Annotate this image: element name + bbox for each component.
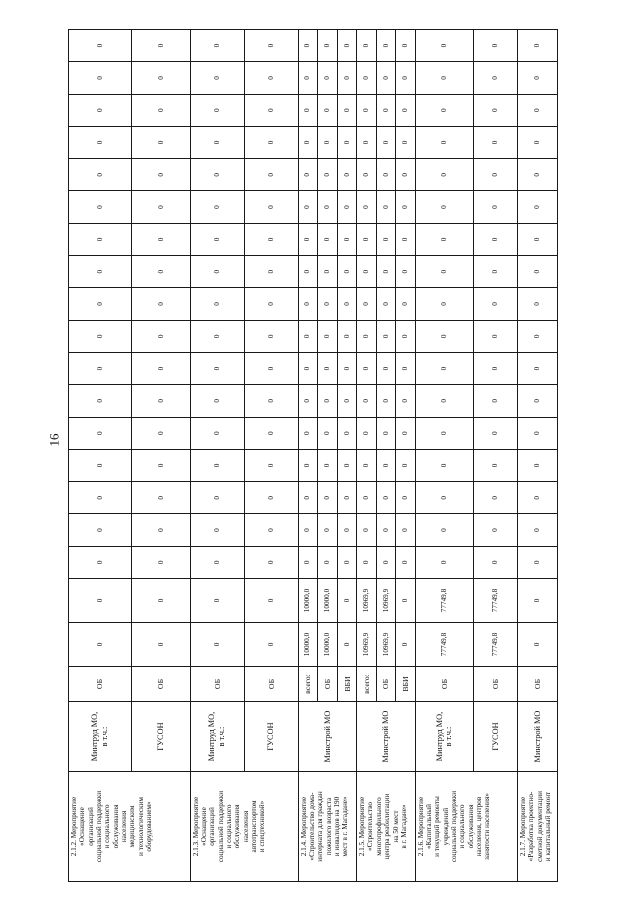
value-cell: 0 — [317, 223, 337, 255]
executor-cell: ГУСОН — [474, 702, 518, 772]
value-cell: 0 — [132, 256, 191, 288]
value-cell: 0 — [357, 546, 377, 578]
value-cell: 0 — [244, 256, 298, 288]
value-cell: 0 — [396, 417, 416, 449]
value-cell: 0 — [298, 256, 317, 288]
value-cell: 77749,8 — [415, 623, 474, 667]
value-cell: 0 — [415, 385, 474, 417]
value-cell: 0 — [376, 288, 396, 320]
value-cell: 0 — [474, 288, 518, 320]
executor-cell: ГУСОН — [132, 702, 191, 772]
value-cell: 0 — [338, 546, 357, 578]
value-cell: 0 — [415, 94, 474, 126]
value-cell: 0 — [518, 449, 558, 481]
value-cell: 0 — [396, 385, 416, 417]
event-name-cell: 2.1.5. Мероприятие «Строительство многопрофильного центра реабилитации на 50 мест в г. Магадане» — [357, 772, 416, 882]
funding-source-cell: ВБИ — [338, 667, 357, 702]
value-cell: 0 — [415, 191, 474, 223]
value-cell: 0 — [317, 159, 337, 191]
value-cell: 0 — [244, 514, 298, 546]
value-cell: 0 — [69, 62, 132, 94]
value-cell: 0 — [396, 191, 416, 223]
value-cell: 0 — [69, 29, 132, 61]
value-cell: 0 — [518, 94, 558, 126]
value-cell: 0 — [298, 514, 317, 546]
value-cell: 0 — [474, 159, 518, 191]
value-cell: 0 — [518, 223, 558, 255]
value-cell: 0 — [396, 546, 416, 578]
value-cell: 0 — [396, 514, 416, 546]
value-cell: 77749,8 — [474, 623, 518, 667]
value-cell: 0 — [132, 623, 191, 667]
value-cell: 0 — [69, 579, 132, 623]
value-cell: 0 — [244, 62, 298, 94]
value-cell: 0 — [317, 191, 337, 223]
value-cell: 0 — [298, 352, 317, 384]
value-cell: 0 — [357, 62, 377, 94]
value-cell: 0 — [357, 126, 377, 158]
value-cell: 0 — [415, 288, 474, 320]
value-cell: 0 — [518, 385, 558, 417]
value-cell: 0 — [317, 62, 337, 94]
value-cell: 0 — [69, 256, 132, 288]
value-cell: 0 — [357, 223, 377, 255]
value-cell: 0 — [338, 94, 357, 126]
value-cell: 0 — [338, 159, 357, 191]
value-cell: 0 — [396, 94, 416, 126]
value-cell: 0 — [474, 94, 518, 126]
value-cell: 0 — [298, 288, 317, 320]
funding-source-cell: ОБ — [244, 667, 298, 702]
value-cell: 0 — [317, 482, 337, 514]
value-cell: 0 — [298, 546, 317, 578]
value-cell: 0 — [298, 223, 317, 255]
value-cell: 10969,9 — [376, 579, 396, 623]
value-cell: 0 — [298, 94, 317, 126]
value-cell: 0 — [298, 417, 317, 449]
value-cell: 0 — [317, 417, 337, 449]
value-cell: 0 — [190, 482, 244, 514]
value-cell: 0 — [190, 623, 244, 667]
value-cell: 0 — [357, 191, 377, 223]
value-cell: 0 — [132, 546, 191, 578]
value-cell: 0 — [396, 449, 416, 481]
funding-source-cell: ОБ — [190, 667, 244, 702]
value-cell: 0 — [415, 62, 474, 94]
value-cell: 0 — [317, 256, 337, 288]
value-cell: 0 — [396, 320, 416, 352]
value-cell: 0 — [298, 159, 317, 191]
funding-source-cell: ВБИ — [396, 667, 416, 702]
value-cell: 0 — [357, 288, 377, 320]
value-cell: 0 — [244, 191, 298, 223]
value-cell: 0 — [69, 514, 132, 546]
value-cell: 0 — [396, 256, 416, 288]
value-cell: 0 — [190, 449, 244, 481]
value-cell: 0 — [244, 29, 298, 61]
rotated-page — [68, 30, 558, 882]
value-cell: 0 — [69, 482, 132, 514]
event-name-cell: 2.1.6. Мероприятие «Капитальный и текущий ремонты учреждений социальной поддержки и социального обслуживания населения, центров занятости населения» — [415, 772, 517, 882]
value-cell: 0 — [518, 320, 558, 352]
value-cell: 0 — [317, 546, 337, 578]
value-cell: 0 — [317, 94, 337, 126]
value-cell: 0 — [338, 417, 357, 449]
executor-cell: ГУСОН — [244, 702, 298, 772]
value-cell: 0 — [132, 417, 191, 449]
value-cell: 0 — [190, 159, 244, 191]
value-cell: 0 — [415, 514, 474, 546]
value-cell: 0 — [518, 256, 558, 288]
value-cell: 0 — [338, 29, 357, 61]
value-cell: 0 — [298, 482, 317, 514]
value-cell: 0 — [298, 449, 317, 481]
value-cell: 0 — [415, 546, 474, 578]
value-cell: 0 — [132, 223, 191, 255]
value-cell: 0 — [474, 62, 518, 94]
executor-cell: Минтруд МО, в т.ч.: — [69, 702, 132, 772]
value-cell: 0 — [415, 449, 474, 481]
value-cell: 0 — [338, 579, 357, 623]
value-cell: 0 — [190, 288, 244, 320]
value-cell: 0 — [317, 352, 337, 384]
value-cell: 0 — [244, 623, 298, 667]
value-cell: 0 — [396, 223, 416, 255]
value-cell: 0 — [244, 288, 298, 320]
value-cell: 0 — [317, 449, 337, 481]
value-cell: 0 — [415, 29, 474, 61]
value-cell: 0 — [338, 623, 357, 667]
value-cell: 0 — [69, 288, 132, 320]
value-cell: 0 — [357, 352, 377, 384]
value-cell: 0 — [298, 126, 317, 158]
value-cell: 0 — [244, 417, 298, 449]
value-cell: 0 — [415, 352, 474, 384]
value-cell: 0 — [518, 623, 558, 667]
funding-source-cell: ОБ — [518, 667, 558, 702]
value-cell: 0 — [69, 126, 132, 158]
value-cell: 0 — [132, 579, 191, 623]
value-cell: 0 — [474, 223, 518, 255]
value-cell: 0 — [474, 256, 518, 288]
value-cell: 0 — [357, 29, 377, 61]
value-cell: 0 — [518, 546, 558, 578]
value-cell: 0 — [396, 623, 416, 667]
value-cell: 0 — [357, 514, 377, 546]
value-cell: 0 — [396, 352, 416, 384]
value-cell: 0 — [396, 159, 416, 191]
value-cell: 10000,0 — [317, 579, 337, 623]
budget-table — [68, 29, 558, 882]
value-cell: 0 — [190, 223, 244, 255]
value-cell: 10000,0 — [298, 623, 317, 667]
table-row — [244, 29, 298, 881]
value-cell: 0 — [190, 94, 244, 126]
value-cell: 0 — [244, 579, 298, 623]
value-cell: 0 — [69, 223, 132, 255]
value-cell: 0 — [69, 352, 132, 384]
event-name-cell: 2.1.7. Мероприятие «Разработка проектно- сметной документации и капитальный ремонт — [518, 772, 558, 882]
event-name-cell: 2.1.2. Мероприятие «Оснащение организаций социальной поддержки и социального обслуживания населения медицинским и технологическим оборудованием» — [69, 772, 191, 882]
value-cell: 0 — [376, 256, 396, 288]
value-cell: 0 — [518, 352, 558, 384]
value-cell: 0 — [132, 449, 191, 481]
value-cell: 0 — [474, 352, 518, 384]
value-cell: 0 — [518, 482, 558, 514]
value-cell: 0 — [190, 126, 244, 158]
value-cell: 0 — [69, 385, 132, 417]
value-cell: 0 — [518, 417, 558, 449]
funding-source-cell: ОБ — [69, 667, 132, 702]
value-cell: 0 — [474, 514, 518, 546]
value-cell: 0 — [415, 223, 474, 255]
value-cell: 0 — [376, 62, 396, 94]
value-cell: 0 — [244, 385, 298, 417]
funding-source-cell: ОБ — [132, 667, 191, 702]
executor-cell: Минтруд МО, в т.ч.: — [415, 702, 474, 772]
executor-cell: Минстрой МО — [518, 702, 558, 772]
value-cell: 10000,0 — [298, 579, 317, 623]
funding-source-cell: ОБ — [474, 667, 518, 702]
event-name-cell: 2.1.3. Мероприятие «Оснащение организаций социальной поддержки и социального обслуживания населения автотранспортом и спецтехникой» — [190, 772, 298, 882]
value-cell: 0 — [69, 191, 132, 223]
value-cell: 77749,8 — [415, 579, 474, 623]
table-row — [298, 29, 317, 881]
value-cell: 0 — [69, 449, 132, 481]
value-cell: 0 — [190, 256, 244, 288]
value-cell: 0 — [190, 546, 244, 578]
value-cell: 0 — [376, 191, 396, 223]
value-cell: 0 — [396, 29, 416, 61]
value-cell: 0 — [474, 29, 518, 61]
value-cell: 0 — [357, 417, 377, 449]
value-cell: 0 — [338, 514, 357, 546]
value-cell: 0 — [415, 159, 474, 191]
value-cell: 0 — [338, 223, 357, 255]
value-cell: 0 — [69, 623, 132, 667]
value-cell: 0 — [132, 126, 191, 158]
value-cell: 10969,9 — [376, 623, 396, 667]
value-cell: 0 — [132, 352, 191, 384]
value-cell: 0 — [298, 191, 317, 223]
executor-cell: Минстрой МО — [357, 702, 416, 772]
value-cell: 0 — [132, 62, 191, 94]
value-cell: 0 — [69, 320, 132, 352]
value-cell: 0 — [338, 352, 357, 384]
value-cell: 0 — [190, 191, 244, 223]
value-cell: 0 — [376, 29, 396, 61]
value-cell: 0 — [190, 62, 244, 94]
value-cell: 0 — [396, 288, 416, 320]
value-cell: 0 — [132, 385, 191, 417]
value-cell: 0 — [338, 320, 357, 352]
value-cell: 0 — [518, 579, 558, 623]
value-cell: 0 — [415, 256, 474, 288]
value-cell: 0 — [396, 62, 416, 94]
value-cell: 0 — [338, 385, 357, 417]
value-cell: 0 — [518, 514, 558, 546]
value-cell: 0 — [518, 191, 558, 223]
value-cell: 0 — [190, 579, 244, 623]
value-cell: 0 — [338, 482, 357, 514]
value-cell: 0 — [376, 223, 396, 255]
executor-cell: Минстрой МО — [298, 702, 357, 772]
value-cell: 0 — [338, 449, 357, 481]
funding-source-cell: ОБ — [376, 667, 396, 702]
value-cell: 0 — [132, 94, 191, 126]
value-cell: 0 — [376, 159, 396, 191]
value-cell: 0 — [338, 62, 357, 94]
table-row — [518, 29, 558, 881]
value-cell: 0 — [338, 191, 357, 223]
value-cell: 0 — [376, 514, 396, 546]
value-cell: 0 — [357, 94, 377, 126]
value-cell: 0 — [190, 514, 244, 546]
value-cell: 0 — [132, 514, 191, 546]
value-cell: 0 — [244, 94, 298, 126]
table-row — [69, 29, 132, 881]
value-cell: 0 — [244, 126, 298, 158]
value-cell: 0 — [376, 546, 396, 578]
value-cell: 0 — [474, 126, 518, 158]
value-cell: 0 — [474, 320, 518, 352]
value-cell: 0 — [376, 482, 396, 514]
value-cell: 0 — [415, 482, 474, 514]
value-cell: 0 — [190, 352, 244, 384]
value-cell: 0 — [518, 126, 558, 158]
table-row — [190, 29, 244, 881]
value-cell: 0 — [244, 159, 298, 191]
value-cell: 0 — [415, 126, 474, 158]
value-cell: 0 — [357, 482, 377, 514]
value-cell: 0 — [190, 385, 244, 417]
funding-source-cell: всего: — [357, 667, 377, 702]
funding-source-cell: ОБ — [317, 667, 337, 702]
value-cell: 0 — [518, 29, 558, 61]
value-cell: 0 — [396, 482, 416, 514]
value-cell: 0 — [357, 320, 377, 352]
value-cell: 0 — [518, 159, 558, 191]
event-name-cell: 2.1.4. Мероприятие «Строительство дома- интерната для граждан пожилого возраста и инвалидов на 190 мест в г. Магадане» — [298, 772, 357, 882]
value-cell: 0 — [357, 256, 377, 288]
value-cell: 10969,9 — [357, 623, 377, 667]
value-cell: 0 — [298, 385, 317, 417]
value-cell: 0 — [338, 256, 357, 288]
value-cell: 0 — [69, 94, 132, 126]
value-cell: 0 — [474, 417, 518, 449]
value-cell: 0 — [132, 29, 191, 61]
value-cell: 0 — [396, 126, 416, 158]
value-cell: 0 — [357, 159, 377, 191]
value-cell: 0 — [396, 579, 416, 623]
funding-source-cell: ОБ — [415, 667, 474, 702]
value-cell: 0 — [317, 385, 337, 417]
value-cell: 0 — [69, 417, 132, 449]
value-cell: 0 — [338, 288, 357, 320]
value-cell: 0 — [244, 352, 298, 384]
value-cell: 0 — [190, 417, 244, 449]
table-row — [357, 29, 377, 881]
value-cell: 0 — [474, 449, 518, 481]
value-cell: 0 — [244, 546, 298, 578]
value-cell: 0 — [69, 159, 132, 191]
value-cell: 10969,9 — [357, 579, 377, 623]
value-cell: 0 — [69, 546, 132, 578]
value-cell: 0 — [190, 29, 244, 61]
value-cell: 0 — [376, 126, 396, 158]
value-cell: 0 — [474, 482, 518, 514]
value-cell: 0 — [132, 159, 191, 191]
value-cell: 0 — [317, 29, 337, 61]
value-cell: 0 — [132, 482, 191, 514]
value-cell: 0 — [317, 514, 337, 546]
value-cell: 0 — [376, 449, 396, 481]
value-cell: 0 — [474, 191, 518, 223]
value-cell: 0 — [415, 320, 474, 352]
executor-cell: Минтруд МО, в т.ч.: — [190, 702, 244, 772]
value-cell: 0 — [376, 94, 396, 126]
value-cell: 0 — [376, 352, 396, 384]
value-cell: 0 — [244, 223, 298, 255]
value-cell: 0 — [338, 126, 357, 158]
value-cell: 0 — [474, 546, 518, 578]
value-cell: 0 — [132, 320, 191, 352]
value-cell: 0 — [298, 62, 317, 94]
value-cell: 0 — [357, 385, 377, 417]
value-cell: 0 — [518, 62, 558, 94]
value-cell: 77749,8 — [474, 579, 518, 623]
value-cell: 0 — [415, 417, 474, 449]
table-row — [415, 29, 474, 881]
value-cell: 0 — [132, 288, 191, 320]
value-cell: 0 — [317, 126, 337, 158]
table-row — [132, 29, 191, 881]
page-number: 16 — [46, 433, 61, 447]
value-cell: 0 — [474, 385, 518, 417]
value-cell: 0 — [357, 449, 377, 481]
value-cell: 0 — [132, 191, 191, 223]
table-row — [474, 29, 518, 881]
value-cell: 0 — [376, 320, 396, 352]
value-cell: 0 — [244, 449, 298, 481]
value-cell: 10000,0 — [317, 623, 337, 667]
value-cell: 0 — [298, 29, 317, 61]
value-cell: 0 — [376, 385, 396, 417]
value-cell: 0 — [298, 320, 317, 352]
value-cell: 0 — [190, 320, 244, 352]
value-cell: 0 — [317, 288, 337, 320]
value-cell: 0 — [244, 482, 298, 514]
value-cell: 0 — [317, 320, 337, 352]
funding-source-cell: всего: — [298, 667, 317, 702]
value-cell: 0 — [376, 417, 396, 449]
value-cell: 0 — [244, 320, 298, 352]
value-cell: 0 — [518, 288, 558, 320]
